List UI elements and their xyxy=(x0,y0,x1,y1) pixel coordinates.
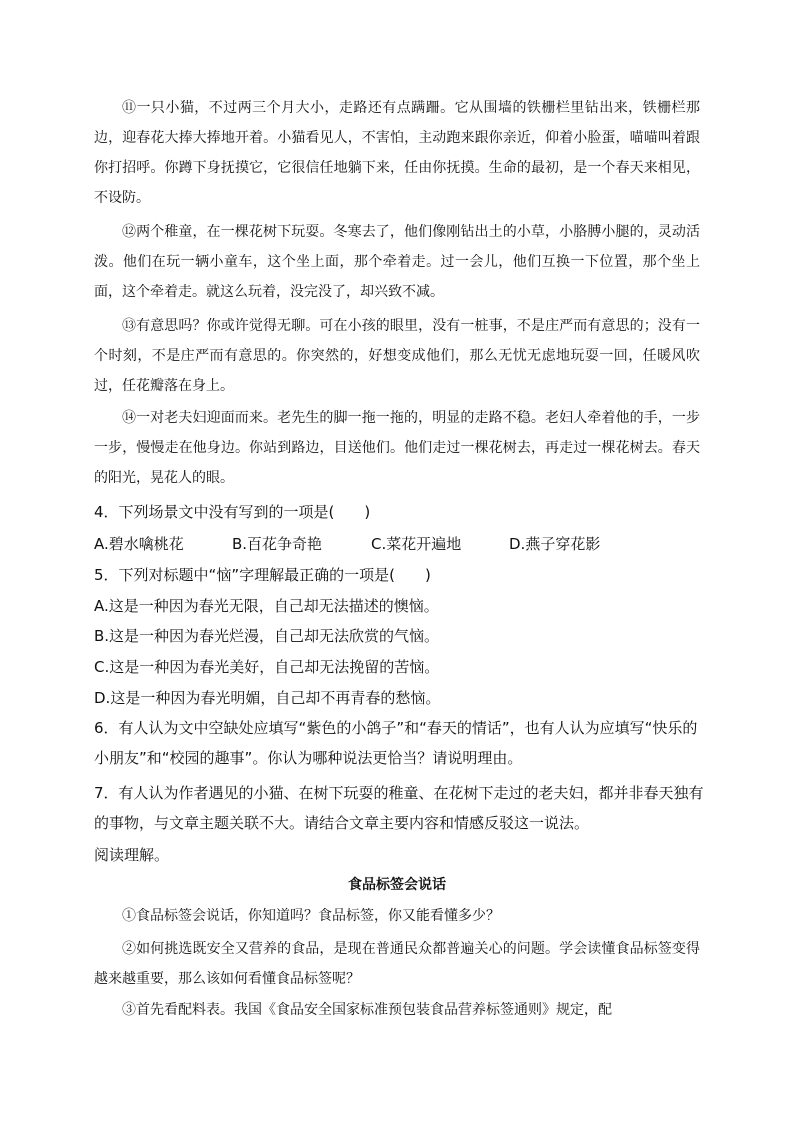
option-c: C.菜花开遍地 xyxy=(371,535,462,553)
paragraph-14: ⑭一对老夫妇迎面而来。老先生的脚一拖一拖的，明显的走路不稳。老妇人牵着他的手，一步一步，慢慢走在他身边。你站到路边，目送他们。他们走过一棵花树去，再走过一棵花树去。春天的阳光，晃花人的眼。 xyxy=(94,410,700,486)
question-5-option-c: C.这是一种因为春光美好，自己却无法挽留的苦恼。 xyxy=(94,658,440,676)
paragraph-12: ⑫两个稚童，在一棵花树下玩耍。冬寒去了，他们像刚钻出土的小草，小胳膊小腿的，灵动活泼。他们在玩一辆小童车，这个坐上面，那个牵着走。过一会儿，他们互换一下位置，那个坐上面，这个牵着走。就这么玩着，没完没了，却兴致不减。 xyxy=(94,224,700,300)
question-7: 7．有人认为作者遇见的小猫、在树下玩耍的稚童、在花树下走过的老夫妇，都并非春天独有的事物，与文章主题关联不大。请结合文章主要内容和情感反驳这一说法。 xyxy=(94,784,704,832)
food-paragraph-3: ③首先看配料表。我国《食品安全国家标准预包装食品营养标签通则》规定，配 xyxy=(122,1002,612,1018)
food-paragraph-2: ②如何挑选既安全又营养的食品，是现在普通民众都普遍关心的问题。学会读懂食品标签变得越来越重要，那么该如何看懂食品标签呢？ xyxy=(94,941,700,987)
paragraph-13: ⑬有意思吗？你或许觉得无聊。可在小孩的眼里，没有一桩事，不是庄严而有意思的；没有一个时刻，不是庄严而有意思的。你突然的，好想变成他们，那么无忧无虑地玩耍一回，任暖风吹过，任花瓣落在身上。 xyxy=(94,318,700,394)
option-d: D.燕子穿花影 xyxy=(509,535,601,553)
question-6: 6．有人认为文中空缺处应填写“紫色的小鸽子”和“春天的情话”，也有人认为应填写“快乐的小朋友”和“校园的趣事”。你认为哪种说法更恰当？请说明理由。 xyxy=(94,719,698,767)
reading-instruction: 阅读理解。 xyxy=(94,846,170,864)
question-4: 4．下列场景文中没有写到的一项是( ) xyxy=(94,503,371,521)
question-5: 5．下列对标题中“恼”字理解最正确的一项是( ) xyxy=(94,566,431,584)
paragraph-11: ⑪一只小猫，不过两三个月大小，走路还有点蹒跚。它从围墙的铁栅栏里钻出来，铁栅栏那边，迎春花大捧大捧地开着。小猫看见人，不害怕，主动跑来跟你亲近，仰着小脸蛋，喵喵叫着跟你打招呼。你蹲下身抚摸它，它很信任地躺下来，任由你抚摸。生命的最初，是一个春天来相见，不设防。 xyxy=(94,100,700,206)
option-b: B.百花争奇艳 xyxy=(232,535,323,553)
question-5-option-d: D.这是一种因为春光明媚，自己却不再青春的愁恼。 xyxy=(94,689,441,707)
question-5-option-a: A.这是一种因为春光无限，自己却无法描述的懊恼。 xyxy=(94,597,439,615)
article-title: 食品标签会说话 xyxy=(348,877,446,893)
food-paragraph-1: ①食品标签会说话，你知道吗？食品标签，你又能看懂多少？ xyxy=(122,908,500,924)
question-5-option-b: B.这是一种因为春光烂漫，自己却无法欣赏的气恼。 xyxy=(94,627,440,645)
option-a: A.碧水噙桃花 xyxy=(94,535,184,553)
question-4-options xyxy=(94,529,704,559)
